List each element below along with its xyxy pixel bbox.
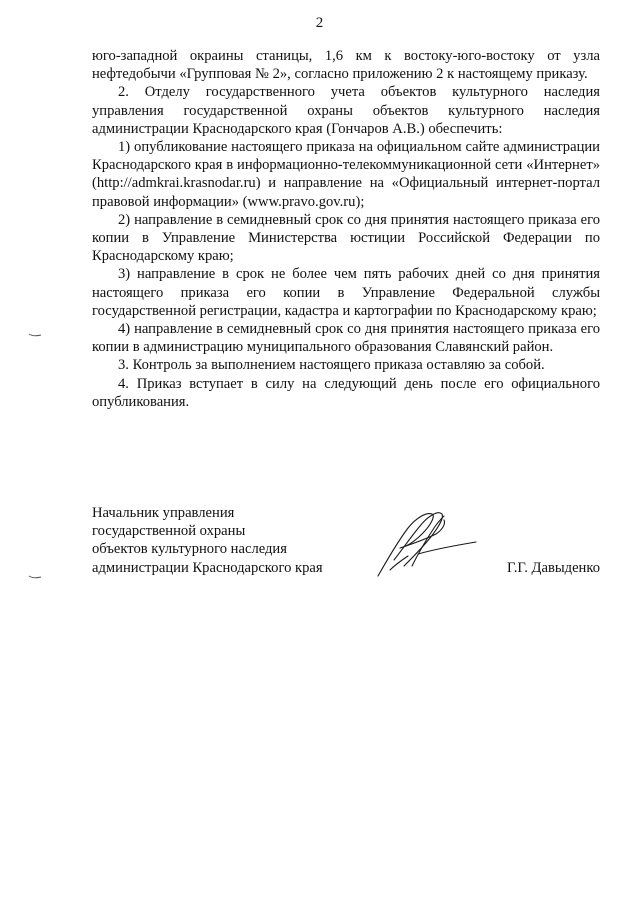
signer-position-line: Начальник управления bbox=[92, 505, 235, 521]
signature-block bbox=[92, 504, 600, 577]
paragraph-subitem-4: 4) направление в семидневный срок со дня принятия настоящего приказа его копии в администрацию муниципального образования Славянский район. bbox=[92, 321, 600, 356]
handwritten-signature bbox=[372, 504, 482, 582]
signer-name: Г.Г. Давыденко bbox=[506, 559, 600, 576]
paragraph-subitem-2: 2) направление в семидневный срок со дня принятия настоящего приказа его копии в Управление Министерства юстиции Российской Федерации по Краснодарскому краю; bbox=[92, 211, 600, 265]
paragraph-item-3: 3. Контроль за выполнением настоящего приказа оставляю за собой. bbox=[118, 357, 545, 374]
paragraph-subitem-3: 3) направление в срок не более чем пять рабочих дней со дня принятия настоящего приказа его копии в Управление Федеральной службы государственной регистрации, кадастра и картографии по Краснодарскому краю; bbox=[92, 266, 600, 319]
signer-position-line: администрации Краснодарского края bbox=[92, 559, 323, 576]
paragraph-item-2: 2. Отделу государственного учета объектов культурного наследия управления государственной охраны объектов культурного наследия администрации Краснодарского края (Гончаров А.В.) обеспечить: bbox=[92, 84, 600, 137]
page-number: 2 bbox=[315, 15, 324, 31]
margin-mark bbox=[28, 333, 42, 337]
signer-position-line: объектов культурного наследия bbox=[92, 541, 287, 558]
paragraph-continuation: юго-западной окраины станицы, 1,6 км к востоку-юго-востоку от узла нефтедобычи «Групповая № 2», согласно приложению 2 к настоящему приказу. bbox=[92, 48, 600, 83]
margin-mark bbox=[28, 575, 42, 579]
paragraph-item-4: 4. Приказ вступает в силу на следующий день после его официального опубликования. bbox=[92, 375, 600, 410]
signer-position-line: государственной охраны bbox=[92, 523, 246, 540]
document-body bbox=[92, 47, 600, 411]
paragraph-subitem-1: 1) опубликование настоящего приказа на официальном сайте администрации Краснодарского края в информационно-телекоммуникационной сети «Интернет» (http://admkrai.krasnodar.ru) и направление на «Официальный интернет-портал правовой информации» (www.pravo.gov.ru); bbox=[92, 139, 600, 210]
